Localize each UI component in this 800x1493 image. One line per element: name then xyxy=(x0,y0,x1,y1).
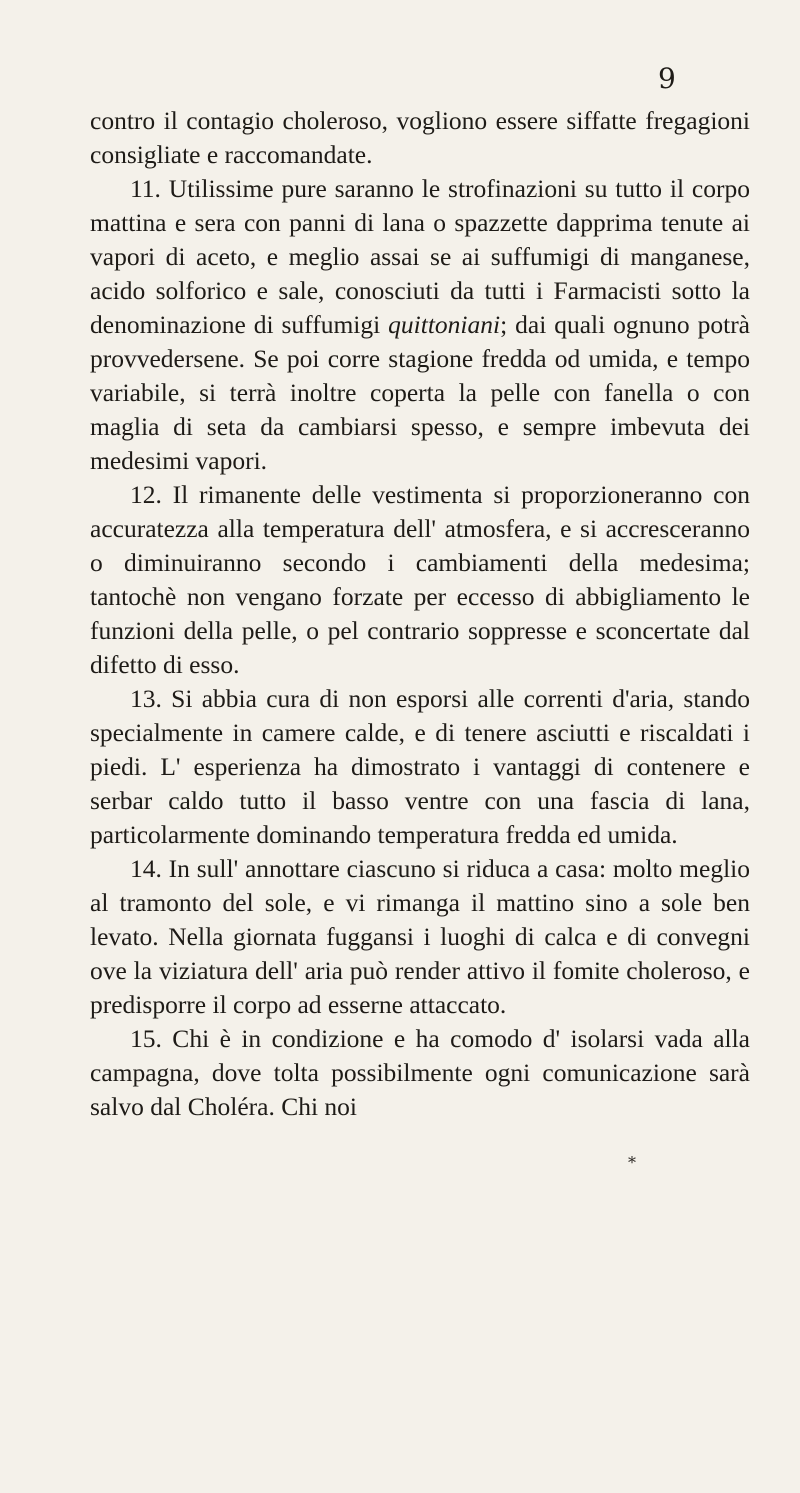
paragraph-13: 13. Si abbia cura di non esporsi alle correnti d'aria, stando specialmente in camere calde, e di tenere asciutti e riscaldati i piedi. L' esperienza ha dimostrato i vantaggi di contenere e serbar caldo tutto il basso ventre con una fascia di lana, particolarmente dominando temperatura fredda ed umida. xyxy=(90,684,750,849)
paragraph-11-italic: quittoniani xyxy=(388,310,501,339)
paragraph-intro: contro il contagio choleroso, vogliono essere siffatte fregagioni consigliate e raccomandate. xyxy=(90,106,750,169)
paragraph-15: 15. Chi è in condizione e ha comodo d' isolarsi vada alla campagna, dove tolta possibilmente ogni comunicazione sarà salvo dal Choléra. Chi noi xyxy=(90,1024,750,1121)
signature-mark: * xyxy=(628,1153,636,1172)
paragraph-14: 14. In sull' annottare ciascuno si riduca a casa: molto meglio al tramonto del sole, e vi rimanga il mattino sino a sole ben levato. Nella giornata fuggansi i luoghi di calca e di convegni ove la viziatura dell' aria può render attivo il fomite choleroso, e predisporre il corpo ad esserne attaccato. xyxy=(90,854,750,1019)
paragraph-12: 12. Il rimanente delle vestimenta si proporzioneranno con accuratezza alla temperatura dell' atmosfera, e si accresceranno o diminuiranno secondo i cambiamenti della medesima; tantochè non vengano forzate per eccesso di abbigliamento le funzioni della pelle, o pel contrario soppresse e sconcertate dal difetto di esso. xyxy=(90,480,750,679)
page-number: 9 xyxy=(658,62,676,95)
paragraph-11-text-before: 11. Utilissime pure saranno le strofinazioni su tutto il corpo mattina e sera con panni di lana o spazzette dapprima tenute ai vapori di aceto, e meglio assai se ai suffumigi di manganese, acido solforico e sale, conosciuti da tutti i Farmacisti sotto la denominazione di suffumigi xyxy=(90,174,750,339)
paragraph-11 xyxy=(90,172,750,478)
paragraph-11-text-after: ; dai quali ognuno potrà provvedersene. Se poi corre stagione fredda od umida, e tempo variabile, si terrà inoltre coperta la pelle con fanella o con maglia di seta da cambiarsi spesso, e sempre imbevuta dei medesimi vapori. xyxy=(90,310,750,475)
body-text xyxy=(90,104,750,1124)
